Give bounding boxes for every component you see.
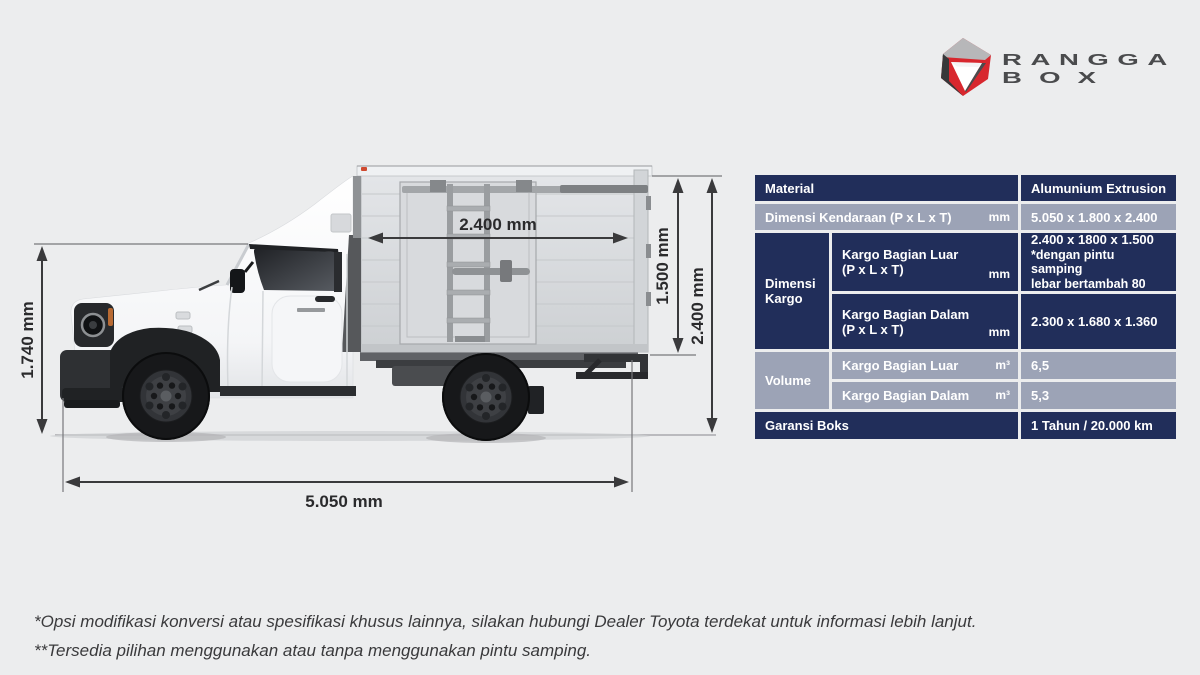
cargo-inner-value: 2.300 x 1.680 x 1.360 xyxy=(1031,314,1158,329)
brand-logo xyxy=(938,36,1176,98)
brand-name-line2: BOX xyxy=(1002,70,1114,87)
dim-total-height-label: 2.400 mm xyxy=(688,267,707,345)
brand-name-line1: RANGGA xyxy=(1002,52,1176,69)
volume-inner-value-cell xyxy=(1021,382,1176,409)
dim-cargo-length-label: 2.400 mm xyxy=(459,215,537,234)
cargo-outer-value-stack xyxy=(1031,233,1168,291)
cargo-outer-value-cell xyxy=(1021,233,1176,291)
volume-outer-label-cell xyxy=(832,352,1018,379)
footnote-1: *Opsi modifikasi konversi atau spesifikasi khusus lainnya, silakan hubungi Dealer Toyota terdekat untuk informasi lebih lanjut. xyxy=(34,612,977,631)
vehicle-dim-label-cell xyxy=(755,204,1018,230)
rear-wheel xyxy=(442,353,530,441)
cargo-outer-label-line2: (P x L x T) xyxy=(842,262,904,277)
volume-section-cell xyxy=(755,352,829,409)
rangga-box-icon xyxy=(938,36,994,98)
volume-outer-value-cell xyxy=(1021,352,1176,379)
spec-table xyxy=(755,175,1176,439)
volume-inner-label-cell xyxy=(832,382,1018,409)
cargo-box xyxy=(357,166,652,352)
volume-inner-value: 5,3 xyxy=(1031,388,1050,403)
turn-signal xyxy=(108,308,113,326)
material-value-cell xyxy=(1021,175,1176,201)
cab xyxy=(60,176,361,408)
cargo-inner-label xyxy=(842,307,969,337)
cargo-outer-label-line1: Kargo Bagian Luar xyxy=(842,247,959,262)
door-handle xyxy=(315,296,335,302)
volume-inner-unit: m³ xyxy=(995,388,1010,402)
volume-outer-label: Kargo Bagian Luar xyxy=(842,358,959,373)
door-handle-bar xyxy=(452,268,530,275)
dim-total-length-label: 5.050 mm xyxy=(305,492,383,511)
warranty-label: Garansi Boks xyxy=(765,418,849,433)
volume-inner-label: Kargo Bagian Dalam xyxy=(842,388,970,403)
door-badge xyxy=(297,308,325,312)
dim-cab-height-label: 1.740 mm xyxy=(18,301,37,379)
cargo-outer-label xyxy=(842,247,958,277)
footnote-2: **Tersedia pilihan menggunakan atau tanpa menggunakan pintu samping. xyxy=(34,641,591,660)
cargo-outer-note1: *dengan pintu samping xyxy=(1031,247,1115,276)
footnotes xyxy=(34,607,1054,665)
brand-name xyxy=(1002,52,1176,88)
cargo-outer-value: 2.400 x 1800 x 1.500 xyxy=(1031,232,1154,247)
warranty-label-cell xyxy=(755,412,1018,439)
front-wheel xyxy=(122,352,210,440)
cargo-outer-unit: mm xyxy=(988,267,1010,281)
volume-section-label: Volume xyxy=(765,373,811,388)
cargo-outer-label-cell xyxy=(832,233,1018,291)
volume-outer-value: 6,5 xyxy=(1031,358,1050,373)
cab-window xyxy=(254,248,334,291)
material-label: Material xyxy=(765,180,815,196)
dim-cargo-height-label: 1.500 mm xyxy=(653,227,672,305)
cargo-inner-value-cell xyxy=(1021,294,1176,349)
material-value: Alumunium Extrusion xyxy=(1031,180,1167,196)
vehicle-dim-value-cell xyxy=(1021,204,1176,230)
cargo-inner-unit: mm xyxy=(988,325,1010,339)
warranty-value: 1 Tahun / 20.000 km xyxy=(1031,418,1153,433)
truck-illustration xyxy=(60,166,652,441)
cargo-section-cell xyxy=(755,233,829,349)
marker-lamp xyxy=(361,167,367,171)
cargo-inner-label-line1: Kargo Bagian Dalam xyxy=(842,306,970,322)
cargo-outer-note2: lebar bertambah 80 xyxy=(1031,276,1146,291)
cargo-section-label: Dimensi Kargo xyxy=(765,276,816,306)
warranty-value-cell xyxy=(1021,412,1176,439)
vehicle-dim-value: 5.050 x 1.800 x 2.400 xyxy=(1031,209,1158,225)
cargo-inner-label-line2: (P x L x T) xyxy=(842,321,904,337)
vehicle-dim-unit: mm xyxy=(988,209,1010,224)
truck-dimension-diagram xyxy=(0,148,740,523)
volume-outer-unit: m³ xyxy=(995,358,1010,372)
cargo-inner-label-cell xyxy=(832,294,1018,349)
material-label-cell xyxy=(755,175,1018,201)
vehicle-dim-label: Dimensi Kendaraan (P x L x T) xyxy=(765,209,952,225)
